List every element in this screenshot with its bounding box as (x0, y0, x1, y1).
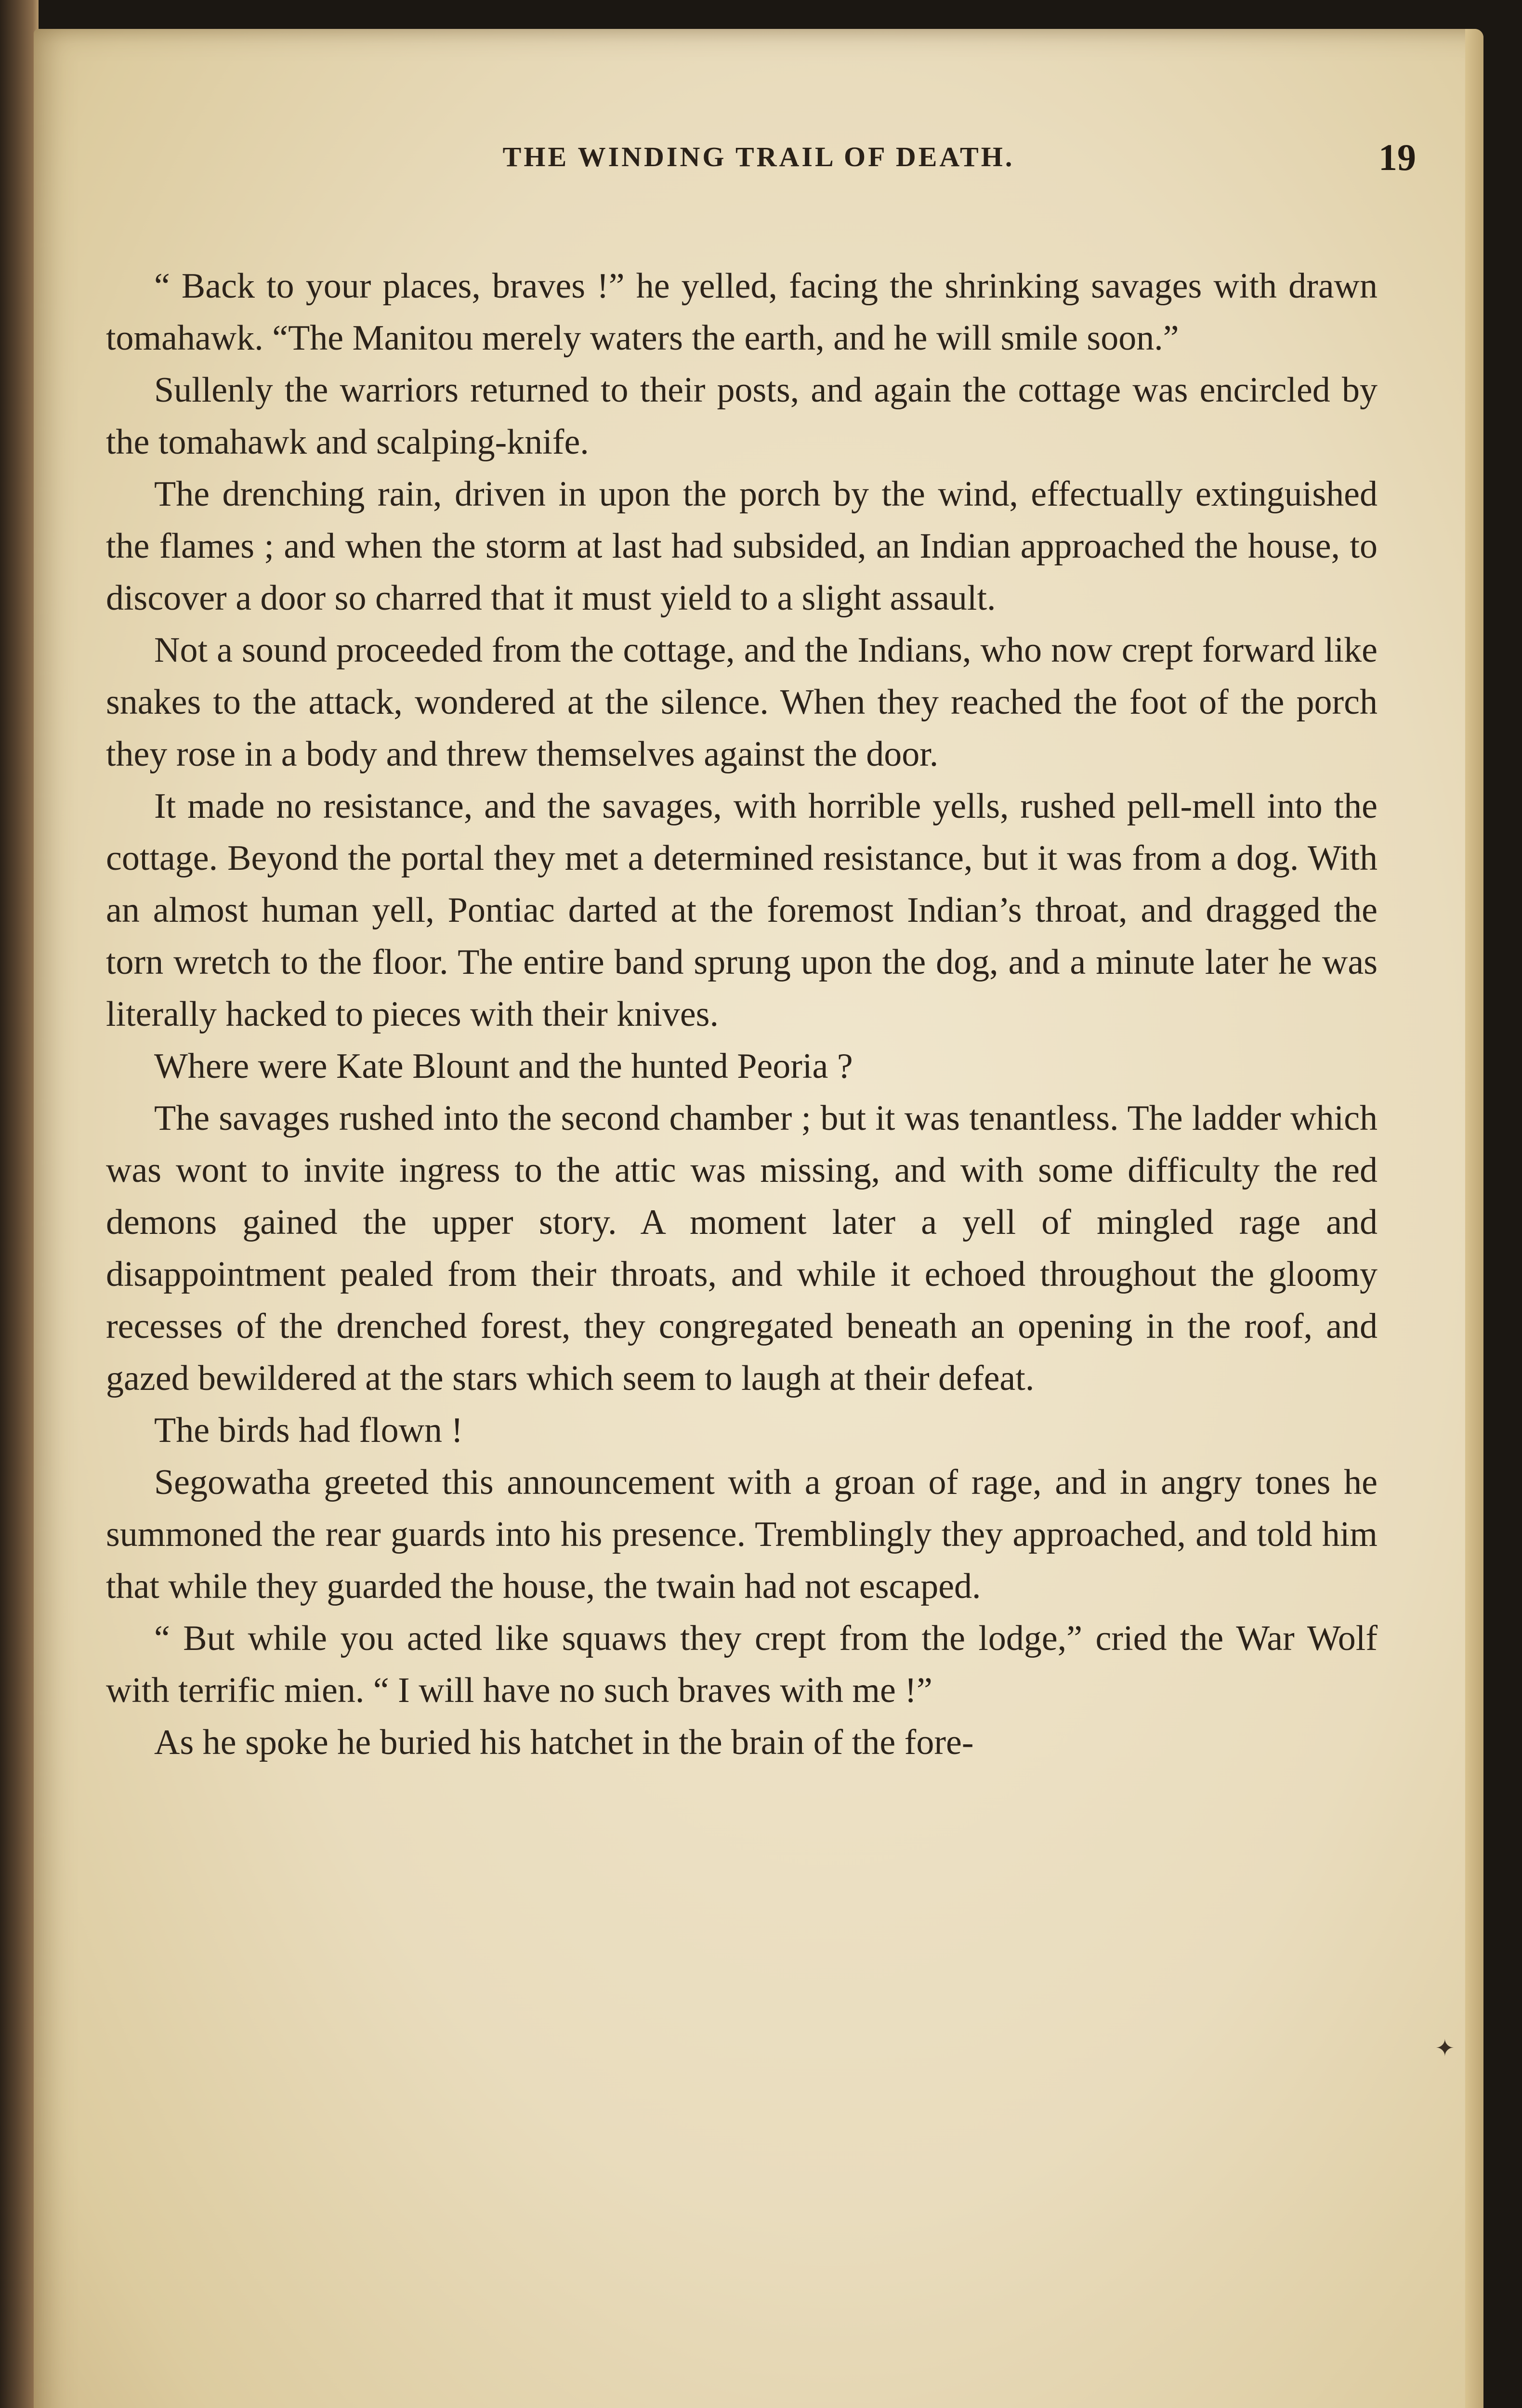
book-binding (0, 0, 39, 2408)
paragraph: Sullenly the warriors returned to their posts, and again the cottage was encircled by the tomahawk and scalping-knife. (106, 370, 1378, 462)
paragraph: As he spoke he buried his hatchet in the brain of the fore- (154, 1723, 974, 1762)
page-number: 19 (1378, 136, 1416, 178)
paragraph: The savages rushed into the second chamber ; but it was tenantless. The ladder which was wont to invite ingress to the attic was missing, and with some difficulty the red demons gained the upper story. A moment later a yell of mingled rage and disappointment pealed from their throats, and while it echoed throughout the gloomy recesses of the drenched forest, they congregated beneath an opening in the roof, and gazed bewildered at the stars which seem to laugh at their defeat. (106, 1099, 1378, 1398)
running-head (101, 136, 1416, 194)
paragraph: “ But while you acted like squaws they crept from the lodge,” cried the War Wolf with terrific mien. “ I will have no such braves with me !” (106, 1619, 1378, 1710)
paragraph: Segowatha greeted this announcement with a groan of rage, and in angry tones he summoned the rear guards into his presence. Tremblingly they approached, and told him that while they guarded the house, the twain had not escaped. (106, 1463, 1378, 1606)
paragraph: The birds had flown ! (154, 1411, 463, 1450)
page-edge (1465, 29, 1483, 2408)
paragraph: The drenching rain, driven in upon the porch by the wind, effectually extinguished the flames ; and when the storm at last had subsided, an Indian approached the house, to discover a door so charred that it must yield to a slight assault. (106, 474, 1378, 618)
body-text (106, 260, 1378, 1768)
margin-mark: ✦ (1435, 2036, 1455, 2061)
paragraph: Where were Kate Blount and the hunted Peoria ? (154, 1047, 853, 1086)
paragraph: Not a sound proceeded from the cottage, and the Indians, who now crept forward like snakes to the attack, wondered at the silence. When they reached the foot of the porch they rose in a body and threw themselves against the door. (106, 630, 1378, 774)
paragraph: It made no resistance, and the savages, with horrible yells, rushed pell-mell into the cottage. Beyond the portal they met a determined resistance, but it was from a dog. With an almost human yell, Pontiac darted at the foremost Indian’s throat, and dragged the torn wretch to the floor. The entire band sprung upon the dog, and a minute later he was literally hacked to pieces with their knives. (106, 786, 1378, 1034)
running-title: THE WINDING TRAIL OF DEATH. (502, 141, 1015, 172)
paragraph: “ Back to your places, braves !” he yelled, facing the shrinking savages with drawn tomahawk. “The Manitou merely waters the earth, and he will smile soon.” (106, 266, 1378, 358)
book-page (34, 29, 1483, 2408)
